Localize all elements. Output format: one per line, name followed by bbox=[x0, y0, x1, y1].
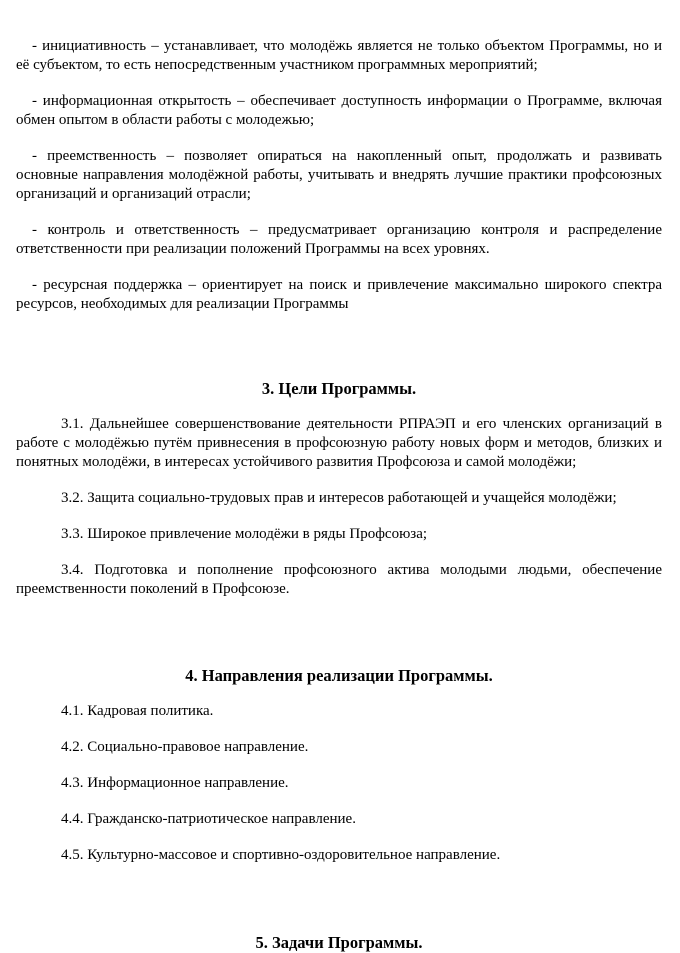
goal-item: 3.1. Дальнейшее совершенствование деятельности РПРАЭП и его членских организаций в работе с молодёжью путём привнесения в профсоюзную работу новых форм и методов, близких и понятных молодёжи, в интересах устойчивого развития Профсоюза и самой молодёжи; bbox=[16, 416, 662, 470]
direction-item: 4.3. Информационное направление. bbox=[61, 775, 289, 791]
section-5-title: 5. Задачи Программы. bbox=[255, 933, 423, 952]
direction-item: 4.4. Гражданско-патриотическое направление. bbox=[61, 811, 356, 827]
goal-item: 3.3. Широкое привлечение молодёжи в ряды Профсоюза; bbox=[61, 526, 428, 542]
section-3-goals bbox=[16, 415, 662, 599]
goal-item: 3.4. Подготовка и пополнение профсоюзного актива молодыми людьми, обеспечение преемственности поколений в Профсоюзе. bbox=[16, 562, 662, 597]
section-4-title: 4. Направления реализации Программы. bbox=[185, 666, 493, 685]
direction-item: 4.1. Кадровая политика. bbox=[61, 703, 214, 719]
principle-control-responsibility: - контроль и ответственность – предусматривает организацию контроля и распределение ответственности при реализации положений Программы на всех уровнях. bbox=[16, 222, 662, 257]
direction-item: 4.5. Культурно-массовое и спортивно-оздоровительное направление. bbox=[61, 847, 501, 863]
principle-resource-support: - ресурсная поддержка – ориентирует на поиск и привлечение максимально широкого спектра ресурсов, необходимых для реализации Программы bbox=[16, 277, 662, 312]
principles-list bbox=[16, 0, 662, 314]
principle-initiative: - инициативность – устанавливает, что молодёжь является не только объектом Программы, но и её субъектом, то есть непосредственным участником программных мероприятий; bbox=[16, 38, 662, 73]
goal-item: 3.2. Защита социально-трудовых прав и интересов работающей и учащейся молодёжи; bbox=[61, 490, 617, 506]
principle-information-openness: - информационная открытость – обеспечивает доступность информации о Программе, включая обмен опытом в области работы с молодежью; bbox=[16, 93, 662, 128]
section-3-title: 3. Цели Программы. bbox=[261, 379, 417, 398]
principle-continuity: - преемственность – позволяет опираться на накопленный опыт, продолжать и развивать основные направления молодёжной работы, учитывать и внедрять лучшие практики профсоюзных организаций и организаций отрасли; bbox=[16, 148, 662, 202]
section-4-directions bbox=[16, 702, 662, 865]
direction-item: 4.2. Социально-правовое направление. bbox=[61, 739, 309, 755]
